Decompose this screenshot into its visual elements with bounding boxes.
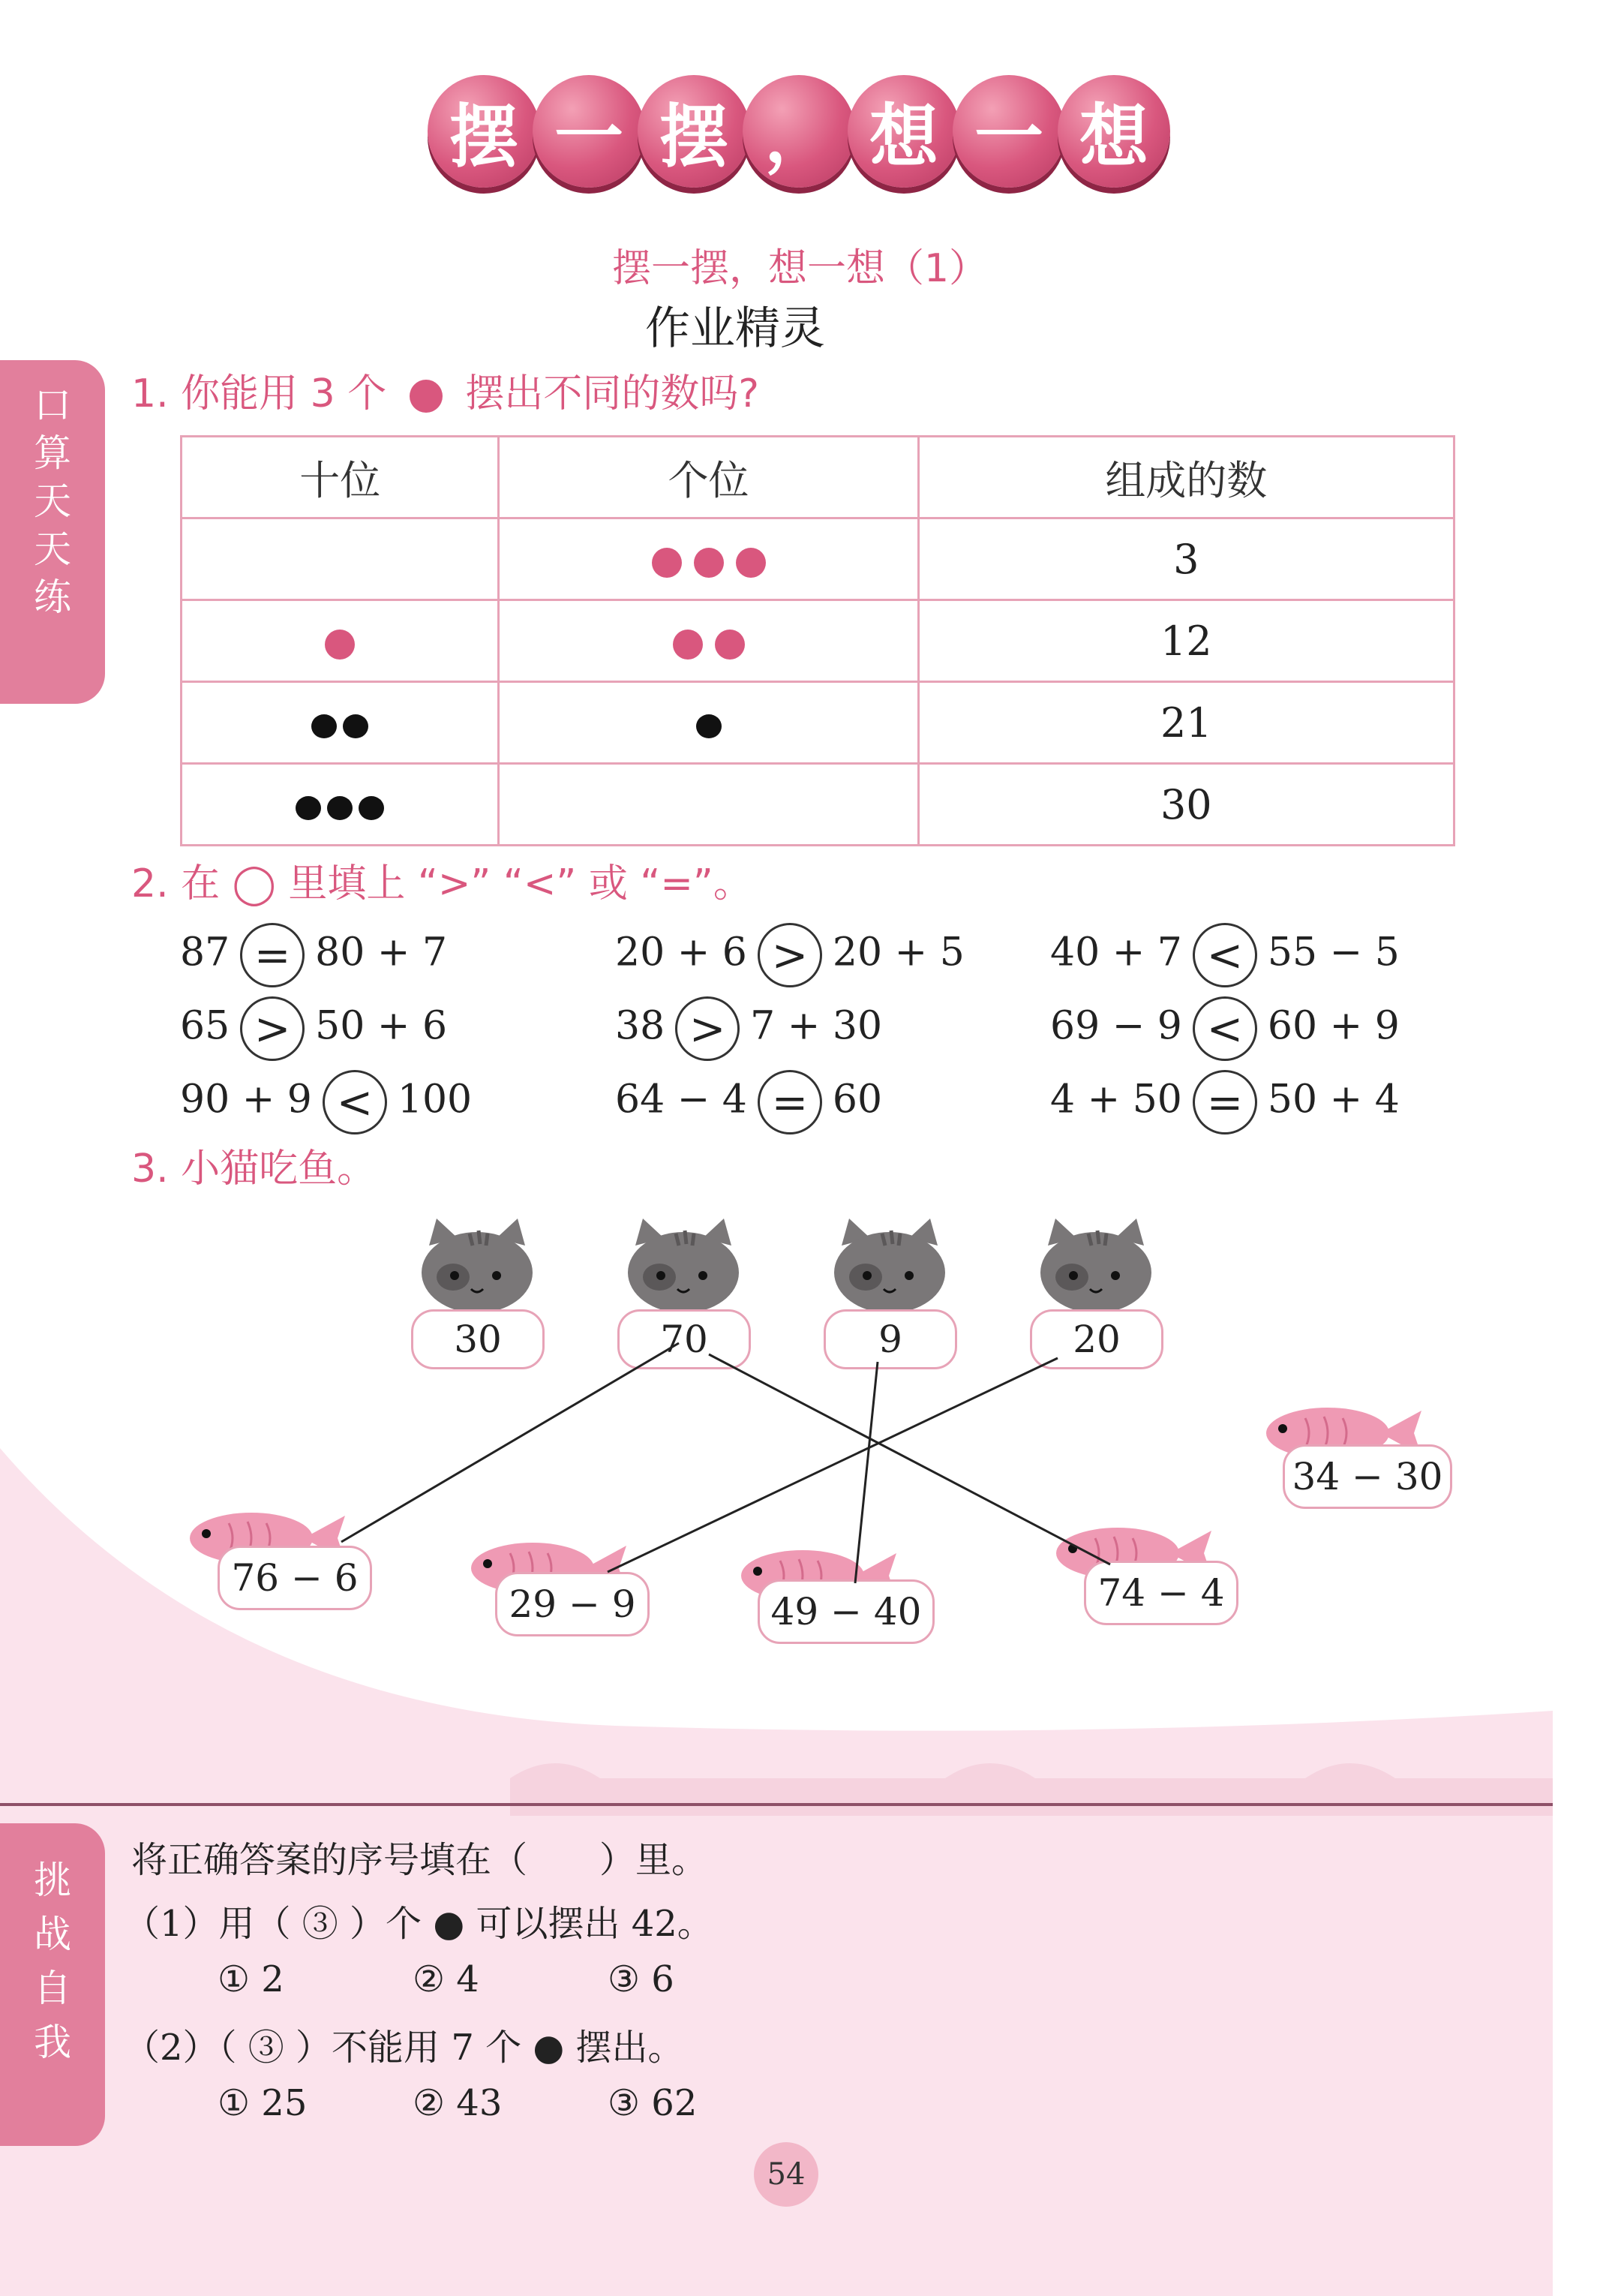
comparison-left: 65: [180, 1003, 230, 1049]
side-tab-char: 战: [34, 1913, 71, 1956]
handwritten-stamp: 作业精灵: [645, 302, 825, 355]
side-tab-char: 天: [34, 479, 71, 523]
answer-circle: <: [1193, 996, 1257, 1061]
comparison-right: 55 − 5: [1267, 930, 1400, 975]
side-tab-char: 练: [34, 576, 71, 619]
title-char-3: 摆: [638, 75, 750, 188]
answer-circle: =: [240, 923, 305, 987]
comparison-left: 64 − 4: [615, 1077, 747, 1122]
comparison-right: 100: [397, 1077, 473, 1122]
cat-number-label: 30: [411, 1309, 545, 1369]
fish-expression-label: 34 − 30: [1283, 1444, 1452, 1509]
title-char-4: ，: [743, 75, 855, 188]
comparison-left: 69 − 9: [1050, 1003, 1182, 1049]
number-cell: 30: [918, 764, 1454, 846]
challenge-option: ② 43: [413, 2082, 503, 2124]
title-char-6: 一: [953, 75, 1065, 188]
answer-circle: =: [1193, 1070, 1257, 1134]
comparison-left: 87: [180, 930, 230, 975]
fish-expression-label: 74 − 4: [1084, 1561, 1238, 1625]
match-line: [608, 1358, 1058, 1572]
match-line: [709, 1354, 1110, 1564]
answer-circle: <: [323, 1070, 387, 1134]
title-char-7: 想: [1058, 75, 1170, 188]
comparison-left: 20 + 6: [615, 930, 747, 975]
side-tab-char: 天: [34, 527, 71, 571]
q1-title-after: 摆出不同的数吗?: [465, 371, 759, 416]
number-cell: 12: [918, 600, 1454, 682]
fish-expression-label: 29 − 9: [495, 1572, 650, 1636]
match-line: [855, 1362, 878, 1583]
comparison-right: 80 + 7: [315, 930, 448, 975]
answer-circle: >: [675, 996, 740, 1061]
header-ones: 个位: [499, 437, 918, 518]
side-tab-char: 口: [34, 383, 71, 427]
challenge-question-2: （2）（ ③ ）不能用 7 个 ● 摆出。: [124, 2027, 684, 2069]
challenge-question-1: （1）用（ ③ ）个 ● 可以摆出 42。: [124, 1903, 713, 1945]
side-tab-char: 我: [34, 2021, 71, 2064]
header-number: 组成的数: [918, 437, 1454, 518]
comparison-left: 40 + 7: [1050, 930, 1182, 975]
side-tab-char: 算: [34, 431, 71, 475]
title-char-2: 一: [533, 75, 645, 188]
comparison-right: 60 + 9: [1267, 1003, 1400, 1049]
header-tens: 十位: [182, 437, 499, 518]
fish-expression-label: 49 − 40: [758, 1579, 935, 1644]
number-cell: 3: [918, 518, 1454, 600]
comparison-left: 4 + 50: [1050, 1077, 1182, 1122]
answer-circle: >: [758, 923, 822, 987]
q1-title-before: 1. 你能用 3 个: [131, 371, 387, 416]
q2-title: 2. 在 ◯ 里填上 “>” “<” 或 “=”。: [131, 861, 752, 906]
challenge-instruction: 将正确答案的序号填在（ ）里。: [131, 1839, 708, 1881]
challenge-option: ③ 62: [608, 2082, 698, 2124]
comparison-right: 50 + 4: [1267, 1077, 1400, 1122]
comparison-left: 90 + 9: [180, 1077, 312, 1122]
challenge-option: ② 4: [413, 1958, 479, 2000]
cat-number-label: 9: [824, 1309, 957, 1369]
q3-title: 3. 小猫吃鱼。: [131, 1146, 377, 1192]
comparison-right: 7 + 30: [750, 1003, 883, 1049]
comparison-right: 20 + 5: [832, 930, 965, 975]
comparison-left: 38: [615, 1003, 665, 1049]
subtitle: 摆一摆，想一想（1）: [611, 246, 989, 291]
answer-circle: >: [240, 996, 305, 1061]
side-tab-char: 挑: [34, 1859, 71, 1902]
answer-circle: <: [1193, 923, 1257, 987]
challenge-option: ① 25: [218, 2082, 308, 2124]
side-tab-char: 自: [34, 1967, 71, 2010]
answer-circle: =: [758, 1070, 822, 1134]
title-char-1: 摆: [428, 75, 540, 188]
cat-number-label: 70: [617, 1309, 751, 1369]
fish-expression-label: 76 − 6: [218, 1546, 372, 1610]
cat-number-label: 20: [1030, 1309, 1163, 1369]
comparison-right: 50 + 6: [315, 1003, 448, 1049]
comparison-right: 60: [832, 1077, 883, 1122]
challenge-option: ① 2: [218, 1958, 284, 2000]
page-number: 54: [754, 2142, 818, 2207]
match-line: [341, 1343, 679, 1542]
title-char-5: 想: [848, 75, 960, 188]
number-cell: 21: [918, 682, 1454, 764]
challenge-option: ③ 6: [608, 1958, 674, 2000]
